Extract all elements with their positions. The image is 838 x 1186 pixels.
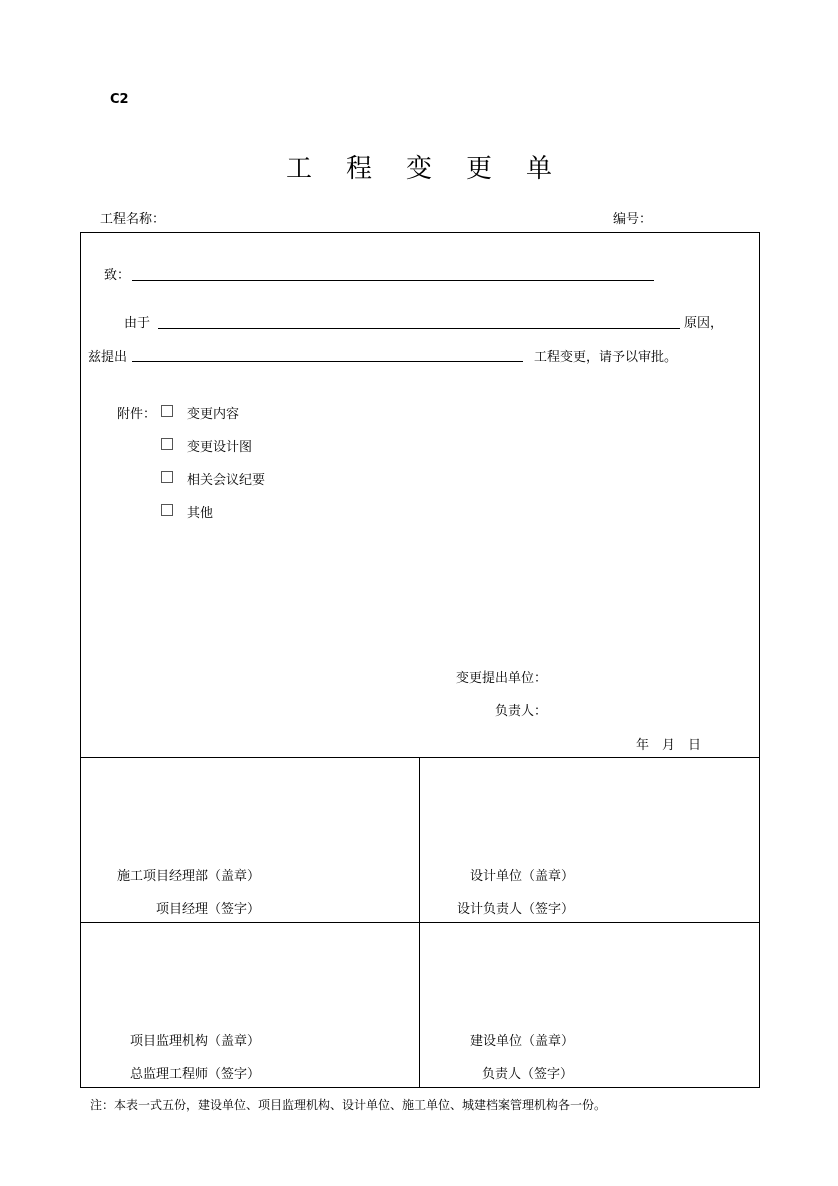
- hereby-label: 兹提出: [88, 350, 128, 365]
- to-field[interactable]: [132, 280, 654, 281]
- submit-unit-label: 变更提出单位：: [456, 671, 548, 686]
- supervision-person-label: 总监理工程师（签字）: [130, 1067, 261, 1082]
- responsible-label: 负责人：: [495, 704, 548, 719]
- due-to-label: 由于: [124, 316, 151, 331]
- checkbox-change-drawing[interactable]: [161, 438, 173, 450]
- title-char: 单: [526, 154, 553, 184]
- owner-unit-label: 建设单位（盖章）: [470, 1034, 575, 1049]
- supervision-unit-label: 项目监理机构（盖章）: [130, 1034, 261, 1049]
- checkbox-other[interactable]: [161, 504, 173, 516]
- design-person-label: 设计负责人（签字）: [457, 902, 575, 917]
- attachments-label: 附件：: [117, 407, 157, 422]
- design-unit-label: 设计单位（盖章）: [470, 869, 575, 884]
- reason-suffix: 原因，: [684, 316, 724, 331]
- change-field[interactable]: [132, 361, 523, 362]
- date-label: 年 月 日: [636, 738, 702, 753]
- divider: [80, 757, 760, 758]
- to-label: 致：: [104, 268, 131, 283]
- title-char: 程: [345, 154, 372, 184]
- checkbox-meeting-minutes[interactable]: [161, 471, 173, 483]
- title-char: 工: [285, 154, 312, 184]
- attachment-label: 其他: [187, 506, 214, 521]
- attachment-label: 相关会议纪要: [187, 473, 266, 488]
- footnote: 注：本表一式五份，建设单位、项目监理机构、设计单位、施工单位、城建档案管理机构各一份。: [90, 1098, 607, 1112]
- attachment-label: 变更设计图: [187, 440, 253, 455]
- title-char: 更: [466, 154, 493, 184]
- divider: [80, 922, 760, 923]
- page-title: [0, 148, 838, 185]
- attachment-label: 变更内容: [187, 407, 240, 422]
- form-code: C2: [110, 92, 129, 107]
- checkbox-change-content[interactable]: [161, 405, 173, 417]
- number-label: 编号：: [613, 212, 653, 227]
- reason-field[interactable]: [158, 328, 680, 329]
- title-char: 变: [405, 154, 432, 184]
- project-name-label: 工程名称：: [100, 212, 166, 227]
- divider: [419, 757, 420, 1088]
- construction-unit-label: 施工项目经理部（盖章）: [117, 869, 261, 884]
- construction-person-label: 项目经理（签字）: [156, 902, 261, 917]
- change-suffix: 工程变更，请予以审批。: [534, 350, 678, 365]
- owner-person-label: 负责人（签字）: [482, 1067, 574, 1082]
